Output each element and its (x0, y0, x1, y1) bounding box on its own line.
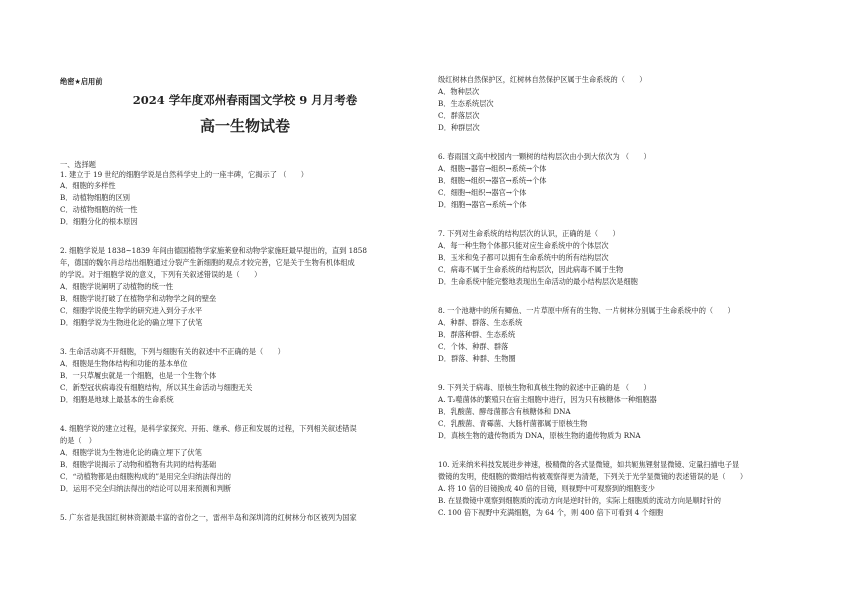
text-line: 10. 近来纳米科技发展进步神速，极精微的各式显微镜，如共轭焦锂射显微镜、定量扫描电子显 (438, 460, 740, 469)
text-line: C．动植物细胞的统一性 (60, 205, 138, 214)
text-line: 年，德国的魏尔肖总结出细胞通过分裂产生新细胞的观点才较完善，它是关于生物有机体组成 (60, 258, 355, 267)
text-line: 1. 建立于 19 世纪的细胞学说是自然科学史上的一座丰碑，它揭示了 （ ） (60, 170, 308, 179)
text-line: C．“动植物都是由细胞构成的”是用完全归纳法得出的 (60, 472, 231, 481)
text-line: D．细胞是地球上最基本的生命系统 (60, 395, 174, 404)
text-line: 9. 下列关于病毒、原核生物和真核生物的叙述中正确的是 （ ） (438, 383, 651, 392)
text-line: B．乳酸菌、酵母菌都含有核糖体和 DNA (438, 407, 571, 416)
text-line: C．病毒不属于生命系统的结构层次，因此病毒不属于生物 (438, 265, 624, 274)
text-line: A．细胞学说为生物进化论的确立埋下了伏笔 (60, 448, 202, 457)
text-line: C. 100 倍下视野中充满细胞，为 64 个，则 400 倍下可看到 4 个细胞 (438, 508, 664, 517)
text-line: D．细胞分化的根本原因 (60, 217, 138, 226)
text-line: C．乳酸菌、青霉菌、大肠杆菌都属于原核生物 (438, 419, 588, 428)
text-line: B．群落种群、生态系统 (438, 330, 516, 339)
text-line: C．群落层次 (438, 111, 480, 120)
text-line: D．细胞→器官→系统→个体 (438, 200, 527, 209)
text-line: C．个体、种群、群落 (438, 342, 509, 351)
text-line: D．种群层次 (438, 123, 480, 132)
text-line: B．细胞→组织→器官→系统→个体 (438, 176, 547, 185)
text-line: 7. 下列对生命系统的结构层次的认识，正确的是（ ） (438, 229, 620, 238)
text-line: D．运用不完全归纳法得出的结论可以用来预测和判断 (60, 484, 232, 493)
text-line: 的学说。对于细胞学说的意义，下列有关叙述错误的是（ ） (60, 270, 262, 279)
text-line: A．细胞是生物体结构和功能的基本单位 (60, 359, 188, 368)
text-line: C．细胞→组织→器官→个体 (438, 188, 527, 197)
text-line: A．细胞的多样性 (60, 181, 116, 190)
text-line: A．细胞学说阐明了动植物的统一性 (60, 282, 174, 291)
confidential-mark: 绝密★启用前 (60, 77, 103, 86)
text-line: 6. 春雨国文高中校园内一颗树的结构层次由小到大依次为 （ ） (438, 152, 651, 161)
text-line: B．细胞学说打破了在植物学和动物学之间的壁垒 (60, 294, 217, 303)
text-line: B．玉米和兔子都可以拥有生命系统中的所有结构层次 (438, 253, 609, 262)
exam-title: 2024 学年度邓州春雨国文学校 9 月月考卷 (132, 93, 358, 107)
text-line: 3. 生命活动离不开细胞，下列与细胞有关的叙述中不正确的是（ ） (60, 347, 285, 356)
text-line: 的是（ ） (60, 436, 96, 445)
text-line: 8. 一个池塘中的所有鲫鱼、一片草原中所有的生物、一片树林分别属于生命系统中的（ ） (438, 306, 735, 315)
text-line: A. 将 10 倍的目镜换成 40 倍的目镜，则视野中可观察到的细胞变少 (438, 484, 655, 493)
text-line: B．动植物细胞的区别 (60, 193, 130, 202)
text-line: B．一只草履虫就是一个细胞，也是一个生物个体 (60, 371, 217, 380)
subject-title: 高一生物试卷 (199, 117, 290, 135)
text-line: 5. 广东省是我国红树林资源最丰富的省份之一，雷州半岛和深圳湾的红树林分布区被列为国家 (60, 513, 357, 522)
text-line: D．群落、种群、生物圈 (438, 354, 516, 363)
text-line: A．每一种生物个体都只能对应生命系统中的个体层次 (438, 241, 609, 250)
text-line: D．生命系统中能完整地表现出生命活动的最小结构层次是细胞 (438, 277, 638, 286)
text-line: 2. 细胞学说是 1838~1839 年间由德国植物学家施莱登和动物学家施旺最早提出的，直到 1858 (60, 246, 367, 255)
text-line: C．新型冠状病毒没有细胞结构，所以其生命活动与细胞无关 (60, 383, 253, 392)
text-line: 级红树林自然保护区，红树林自然保护区属于生命系统的（ ） (438, 75, 647, 84)
text-line: 4. 细胞学说的建立过程，是科学家探究、开拓、继承、修正和发展的过程，下列相关叙述错误 (60, 424, 357, 433)
text-line: D．细胞学说为生物进化论的确立埋下了伏笔 (60, 318, 203, 327)
text-line: D．真核生物的遗传物质为 DNA，原核生物的遗传物质为 RNA (438, 431, 641, 440)
text-line: B．生态系统层次 (438, 99, 494, 108)
text-line: 微镜的发明，使细胞的微细结构被观察得更为清楚，下列关于光学显微镜的表述错误的是（ ） (438, 472, 748, 481)
text-line: 一、选择题 (60, 160, 96, 169)
text-line: A．细胞→器官→组织→系统→个体 (438, 164, 547, 173)
text-line: A. T₂噬菌体的繁殖只在宿主细胞中进行，因为只有核糖体一种细胞器 (438, 395, 657, 404)
text-line: A．种群、群落、生态系统 (438, 318, 523, 327)
text-line: A．物种层次 (438, 87, 480, 96)
text-line: B. 在显微镜中观察到细胞质的流动方向是逆时针的，实际上细胞质的流动方向是顺时针的 (438, 496, 721, 505)
text-line: C．细胞学说使生物学的研究进入到分子水平 (60, 306, 203, 315)
text-line: B．细胞学说揭示了动物和植物有共同的结构基础 (60, 460, 217, 469)
